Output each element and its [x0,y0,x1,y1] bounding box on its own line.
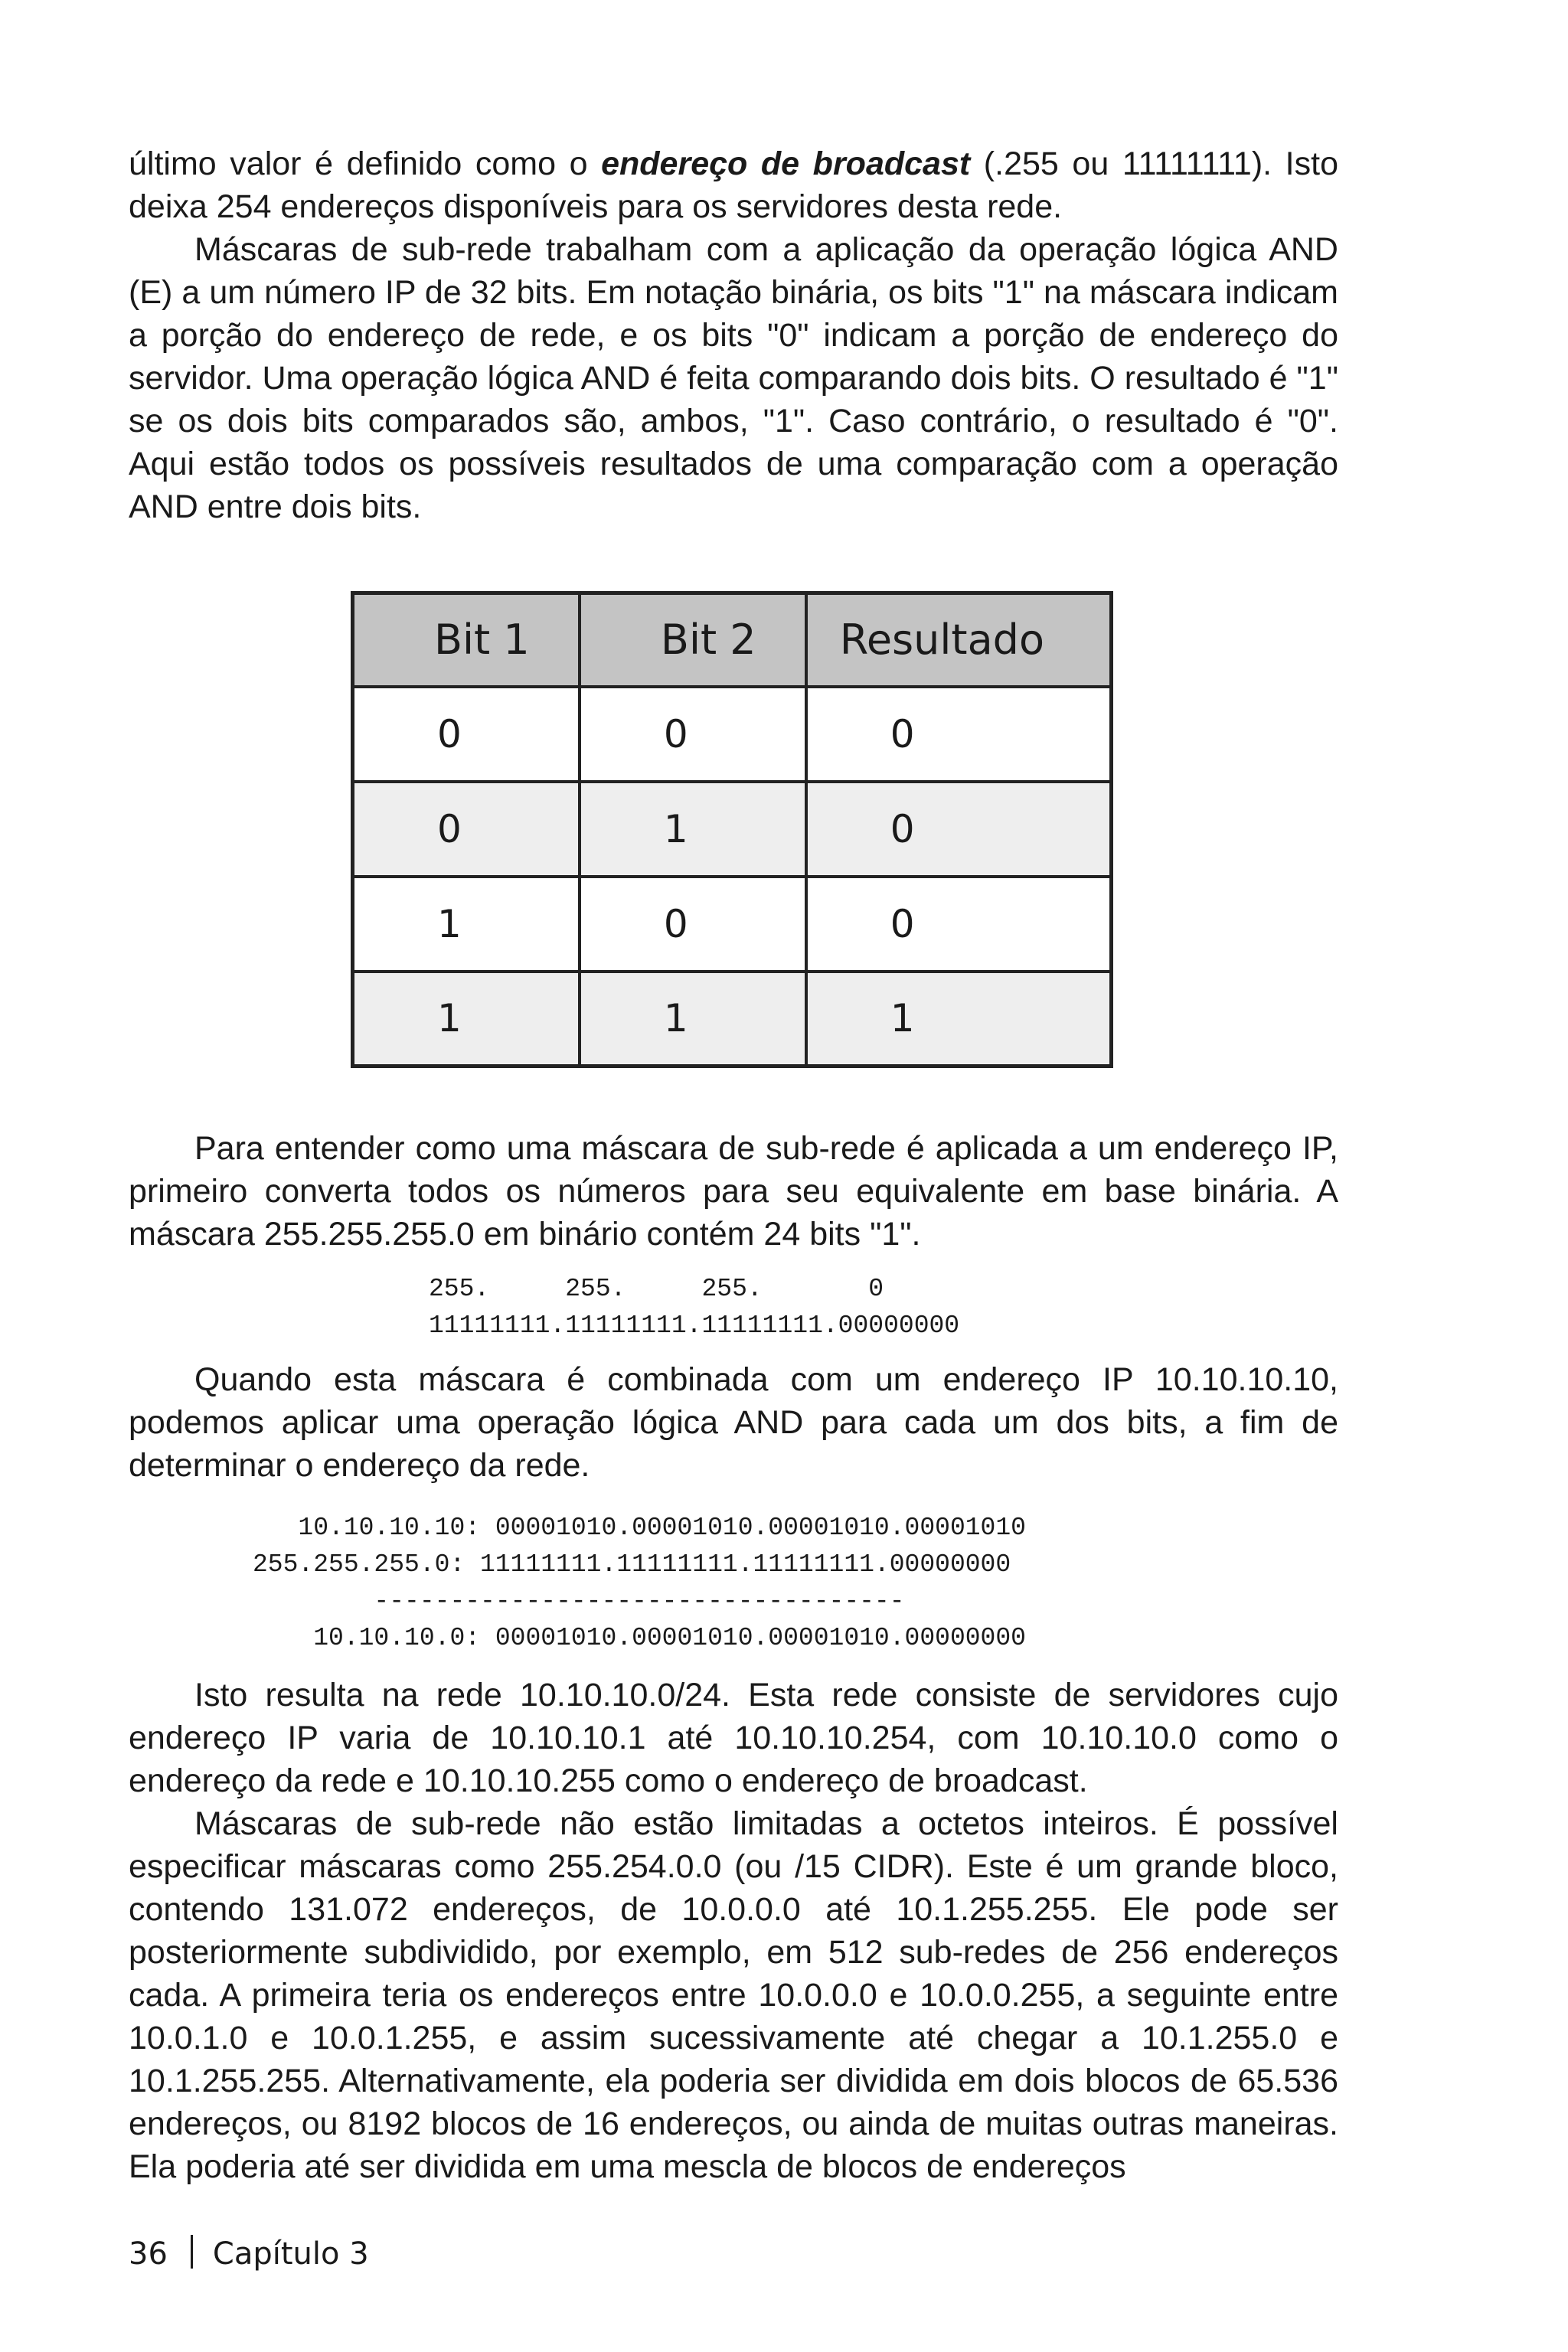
table-header-row [353,593,1112,687]
text-block-and-operation [129,1358,1338,1487]
table-cell: 0 [806,687,1112,782]
table-row [353,877,1112,972]
column-header-result: Resultado [806,593,1112,687]
text-run: último valor é definido como o [129,145,602,182]
table-cell: 0 [353,687,580,782]
code-line: ----------------------------------- [253,1587,905,1615]
table-cell: 0 [353,782,580,877]
table-cell: 0 [580,687,806,782]
text-block-binary-conversion [129,1127,1338,1256]
paragraph-network-result: Isto resulta na rede 10.10.10.0/24. Esta rede consiste de servidores cujo endereço IP varia de 10.10.10.1 até 10.10.10.254, com 10.10.10.0 como o endereço da rede e 10.10.10.255 como o endereço de broadcast. [129,1677,1338,1799]
table-row [353,687,1112,782]
code-line: 255.255.255.0: 11111111.11111111.11111111.00000000 [253,1550,1011,1579]
paragraph-broadcast [129,142,1338,228]
footer-divider [191,2235,193,2269]
emphasis-term: endereço de broadcast [601,145,971,182]
table-row [353,782,1112,877]
text-block-intro [129,142,1338,528]
table-cell: 1 [580,782,806,877]
code-line: 10.10.10.0: 00001010.00001010.00001010.00000000 [253,1624,1026,1652]
page-number: 36 [129,2236,168,2272]
table-cell: 1 [353,972,580,1067]
code-line: 10.10.10.10: 00001010.00001010.00001010.00001010 [253,1514,1026,1542]
paragraph-binary-conversion: Para entender como uma máscara de sub-rede é aplicada a um endereço IP, primeiro converta todos os números para seu equivalente em base binária. A máscara 255.255.255.0 em binário contém 24 bits "1". [129,1130,1338,1253]
table-cell: 1 [580,972,806,1067]
table-cell: 0 [580,877,806,972]
paragraph-and-operation: Quando esta máscara é combinada com um endereço IP 10.10.10.10, podemos aplicar uma operação lógica AND para cada um dos bits, a fim de determinar o endereço da rede. [129,1361,1338,1484]
table-cell: 1 [353,877,580,972]
table-cell: 0 [806,782,1112,877]
paragraph-subnet-masks: Máscaras de sub-rede trabalham com a aplicação da operação lógica AND (E) a um número IP de 32 bits. Em notação binária, os bits "1" na máscara indicam a porção do endereço de rede, e os bits "0" indicam a porção de endereço do servidor. Uma operação lógica AND é feita comparando dois bits. O resultado é "1" se os dois bits comparados são, ambos, "1". Caso contrário, o resultado é "0". Aqui estão todos os possíveis resultados de uma comparação com a operação AND entre dois bits. [129,231,1338,525]
paragraph-mask-octets: Máscaras de sub-rede não estão limitadas a octetos inteiros. É possível especificar máscaras como 255.254.0.0 (ou /15 CIDR). Este é um grande bloco, contendo 131.072 endereços, de 10.0.0.0 até 10.1.255.255. Ele pode ser posteriormente subdividido, por exemplo, em 512 sub-redes de 256 endereços cada. A primeira teria os endereços entre 10.0.0.0 e 10.0.0.255, a seguinte entre 10.0.1.0 e 10.0.1.255, e assim sucessivamente até chegar a 10.1.255.0 e 10.1.255.255. Alternativamente, ela poderia ser dividida em dois blocos de 65.536 endereços, ou 8192 blocos de 16 endereços, ou ainda de muitas outras maneiras. Ela poderia até ser dividida em uma mescla de blocos de endereços [129,1805,1338,2185]
table-cell: 1 [806,972,1112,1067]
and-truth-table [351,591,1113,1068]
chapter-label: Capítulo 3 [212,2236,369,2272]
text-run: (.255 ou 11111111). Isto deixa 254 endereços disponíveis para os servidores desta rede. [129,145,1338,225]
code-and-example [253,1510,1026,1657]
code-mask-binary [429,1271,959,1344]
table-row [353,972,1112,1067]
table-cell: 0 [806,877,1112,972]
code-line: 255. 255. 255. 0 [429,1275,884,1303]
column-header-bit1: Bit 1 [353,593,580,687]
code-line: 11111111.11111111.11111111.00000000 [429,1312,960,1340]
page-footer [129,2233,369,2275]
column-header-bit2: Bit 2 [580,593,806,687]
text-block-cidr [129,1674,1338,2188]
